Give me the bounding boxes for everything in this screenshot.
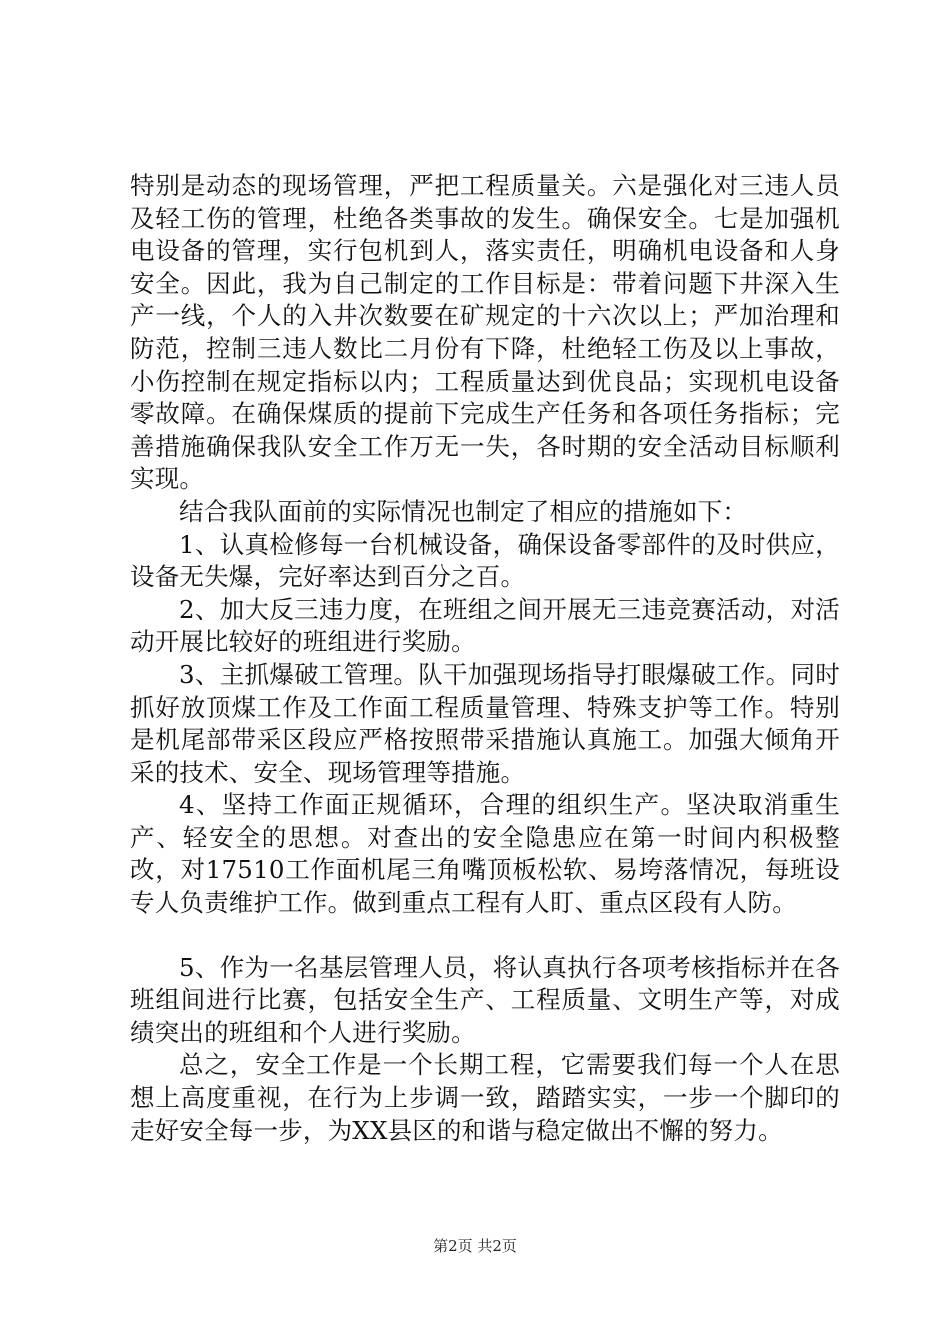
paragraph-measure-5: 5、作为一名基层管理人员，将认真执行各项考核指标并在各班组间进行比赛，包括安全生产、工程质量、文明生产等，对成绩突出的班组和个人进行奖励。 xyxy=(130,952,840,1047)
paragraph-spacer xyxy=(130,920,840,952)
document-body xyxy=(130,170,840,1147)
page-footer: 第2页 共2页 xyxy=(433,1237,517,1255)
paragraph-measure-4: 4、坚持工作面正规循环，合理的组织生产。坚决取消重生产、轻安全的思想。对查出的安全隐患应在第一时间内积极整改，对17510工作面机尾三角嘴顶板松软、易垮落情况，每班设专人负责维护工作。做到重点工程有人盯、重点区段有人防。 xyxy=(130,790,840,918)
paragraph-measure-2: 2、加大反三违力度，在班组之间开展无三违竞赛活动，对活动开展比较好的班组进行奖励。 xyxy=(130,594,840,657)
paragraph-goals: 特别是动态的现场管理，严把工程质量关。六是强化对三违人员及轻工伤的管理，杜绝各类事故的发生。确保安全。七是加强机电设备的管理，实行包机到人，落实责任，明确机电设备和人身安全。因此，我为自己制定的工作目标是：带着问题下井深入生产一线，个人的入井次数要在矿规定的十六次以上；严加治理和防范，控制三违人数比二月份有下降，杜绝轻工伤及以上事故，小伤控制在规定指标以内；工程质量达到优良品；实现机电设备零故障。在确保煤质的提前下完成生产任务和各项任务指标；完善措施确保我队安全工作万无一失，各时期的安全活动目标顺利实现。 xyxy=(130,171,840,494)
paragraph-measures-intro: 结合我队面前的实际情况也制定了相应的措施如下： xyxy=(179,496,748,526)
paragraph-measure-3: 3、主抓爆破工管理。队干加强现场指导打眼爆破工作。同时抓好放顶煤工作及工作面工程质量管理、特殊支护等工作。特别是机尾部带采区段应严格按照带采措施认真施工。加强大倾角开采的技术、安全、现场管理等措施。 xyxy=(130,659,840,787)
paragraph-measure-1: 1、认真检修每一台机械设备，确保设备零部件的及时供应，设备无失爆，完好率达到百分之百。 xyxy=(130,529,840,592)
paragraph-conclusion: 总之，安全工作是一个长期工程，它需要我们每一个人在思想上高度重视，在行为上步调一致，踏踏实实，一步一个脚印的走好安全每一步，为XX县区的和谐与稳定做出不懈的努力。 xyxy=(130,1050,840,1145)
